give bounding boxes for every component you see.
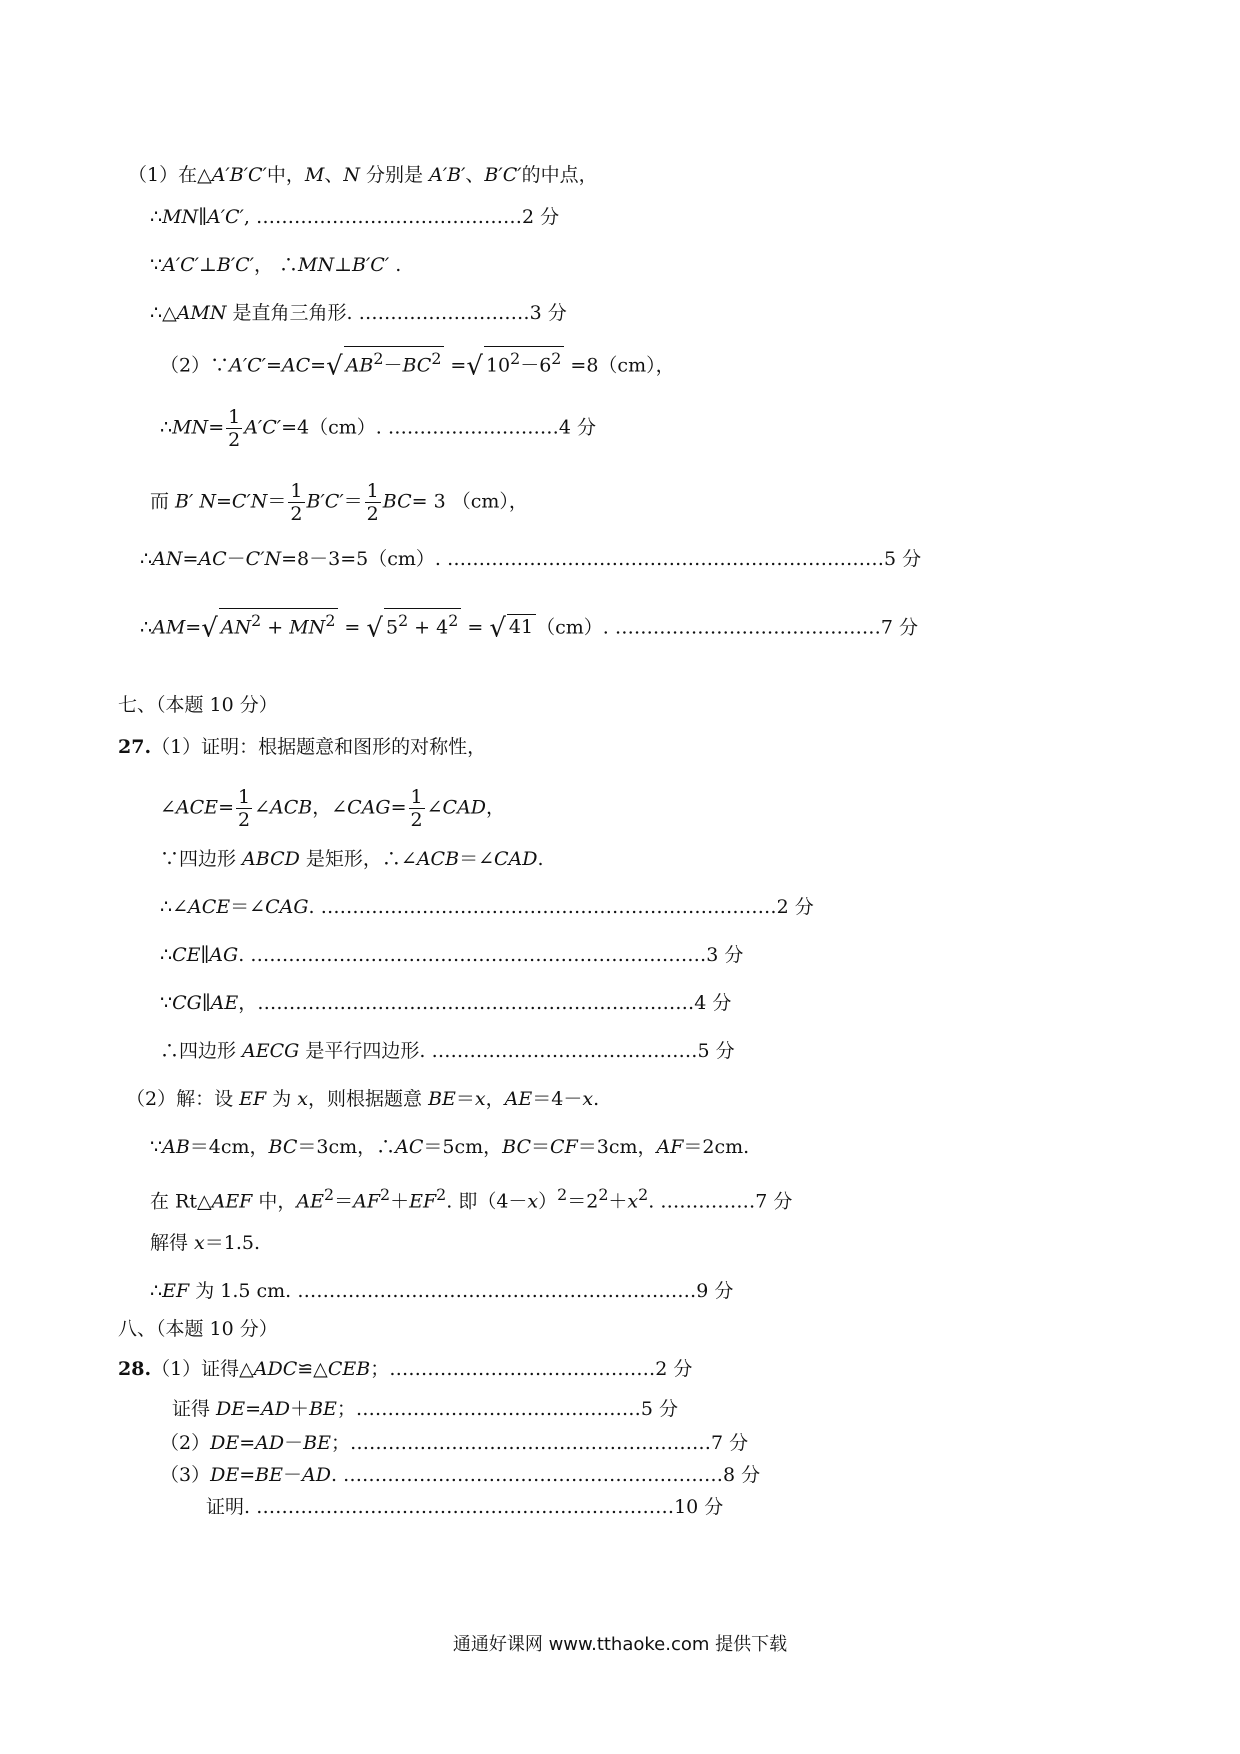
solution-line-16: ∵CG∥AE，……………………………………………………………4 分 (160, 992, 732, 1014)
solution-line-2: ∴MN∥A′C′, ……………………………………2 分 (150, 206, 560, 228)
solution-line-13: ∵四边形 ABCD 是矩形，∴∠ACB＝∠CAD. (160, 848, 544, 870)
solution-line-15: ∴CE∥AG. ………………………………………………………………3 分 (160, 944, 744, 966)
solution-line-3: ∵A′C′⊥B′C′， ∴MN⊥B′C′ . (150, 254, 402, 276)
solution-line-26: （2）DE=AD－BE；…………………………………………………7 分 (160, 1432, 749, 1454)
solution-line-10: 七、（本题 10 分） (118, 694, 278, 716)
solution-line-4: ∴△AMN 是直角三角形. ………………………3 分 (150, 302, 567, 324)
solution-line-14: ∴∠ACE＝∠CAG. ………………………………………………………………2 分 (160, 896, 814, 918)
solution-line-24: 28.（1）证得△ADC≌△CEB；……………………………………2 分 (118, 1358, 693, 1380)
solution-line-5: （2）∵A′C′=AC=√ $AB^2-BC^2$ =√ $10^2-6^2 =8(cm)$， (160, 346, 675, 379)
solution-line-11: 27.（1）证明：根据题意和图形的对称性， (118, 736, 487, 758)
solution-line-19: ∵AB＝4cm，BC＝3cm，∴AC＝5cm，BC＝CF＝3cm，AF＝2cm. (150, 1136, 750, 1158)
solution-line-8: ∴AN=AC－C′N=8－3=5（cm）. ……………………………………………………………5 分 (140, 548, 922, 570)
solution-line-6: ∴MN= $\frac{1}{2}$ A′C′=4（cm）. ………………………4 分 (160, 406, 596, 451)
solution-line-23: 八、（本题 10 分） (118, 1318, 278, 1340)
solution-line-1: （1）在△A′B′C′中，M、N 分别是 A′B′、B′C′的中点， (128, 164, 598, 186)
solution-line-7: 而 B′ N=C′N＝ $\frac{1}{2}$ B′C′＝ $\frac{1}{2}$ BC= 3 （cm）， (150, 480, 528, 525)
solution-line-22: ∴EF 为 1.5 cm. ………………………………………………………9 分 (150, 1280, 734, 1302)
solution-line-27: （3）DE=BE－AD. ……………………………………………………8 分 (160, 1464, 761, 1486)
solution-line-20: 在 Rt△AEF 中，$AE^2=AF^2+EF^2$. 即$(4-x)^2=2^2+x^2$. ……………7 分 (150, 1185, 793, 1213)
solution-line-21: 解得 x＝1.5. (150, 1232, 261, 1254)
solution-line-28: 证明. …………………………………………………………10 分 (206, 1496, 724, 1518)
solution-line-17: ∴四边形 AECG 是平行四边形. ……………………………………5 分 (160, 1040, 735, 1062)
solution-line-12: ∠ACE= $\frac{1}{2}$ ∠ACB，∠CAG= $\frac{1}{2}$ ∠CAD， (160, 786, 506, 831)
solution-line-25: 证得 DE=AD＋BE；………………………………………5 分 (172, 1398, 679, 1420)
solution-line-18: （2）解：设 EF 为 x，则根据题意 BE＝x，AE＝4－x. (126, 1088, 600, 1110)
page-footer: 通通好课网 www.tthaoke.com 提供下载 (452, 1634, 788, 1655)
solution-line-9: ∴AM=√ $AN^2 + MN^2$ = √ $5^2 + 4^2$ = √ 41 （cm）. ……………………………………7 分 (140, 608, 918, 641)
